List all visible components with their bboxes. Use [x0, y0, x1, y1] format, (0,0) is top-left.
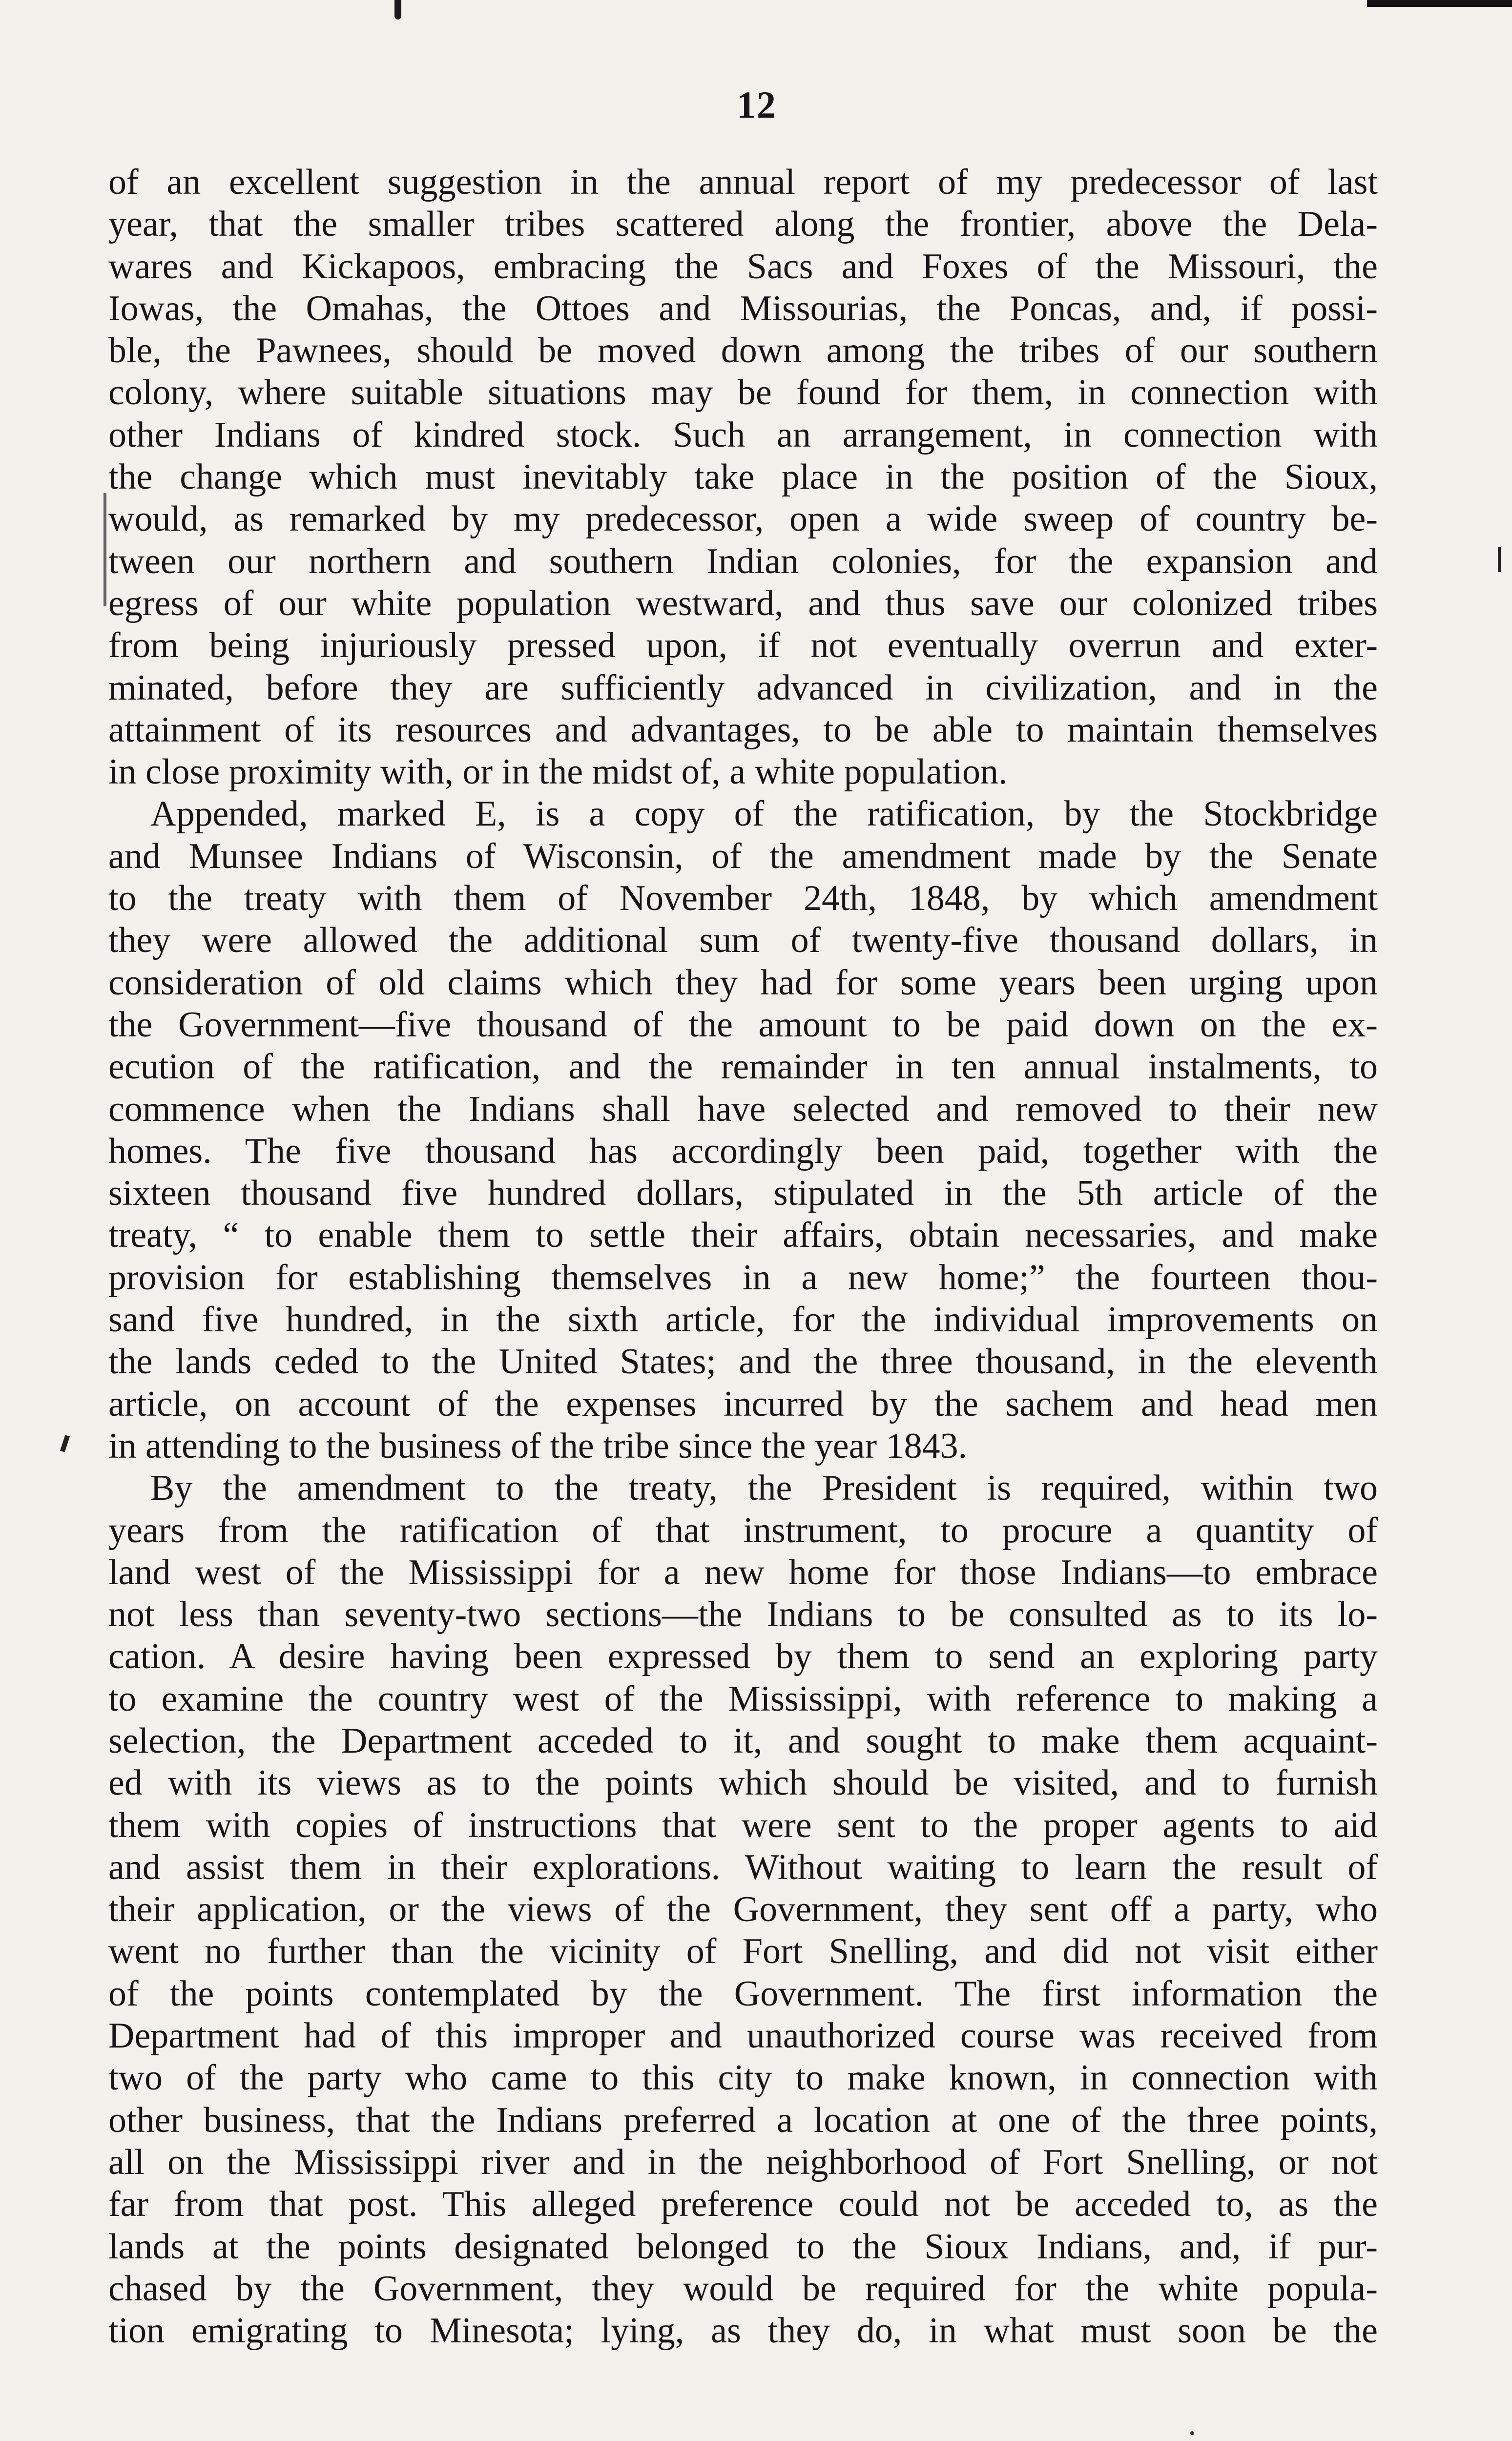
text-line: consideration of old claims which they had for some years been urging upon — [108, 962, 1378, 1003]
text-line: from being injuriously pressed upon, if not eventually overrun and exter- — [108, 625, 1378, 666]
text-line: them with copies of instructions that were sent to the proper agents to aid — [108, 1805, 1378, 1845]
text-line: homes. The five thousand has accordingly been paid, together with the — [108, 1131, 1378, 1171]
text-line: provision for establishing themselves in a new home;” the fourteen thou- — [108, 1257, 1378, 1298]
text-line: year, that the smaller tribes scattered along the frontier, above the Dela- — [108, 204, 1378, 245]
text-line: in close proximity with, or in the midst of, a white population. — [108, 752, 1008, 792]
text-line: would, as remarked by my predecessor, open a wide sweep of country be- — [108, 499, 1378, 539]
text-line: in attending to the business of the tribe since the year 1843. — [108, 1426, 968, 1466]
text-line: tween our northern and southern Indian colonies, for the expansion and — [108, 541, 1378, 581]
text-line: years from the ratification of that instrument, to procure a quantity of — [108, 1510, 1378, 1551]
margin-tick — [60, 1435, 70, 1452]
text-line: commence when the Indians shall have selected and removed to their new — [108, 1089, 1378, 1129]
text-line: other business, that the Indians preferred a location at one of the three points, — [108, 2100, 1378, 2140]
text-line: other Indians of kindred stock. Such an arrangement, in connection with — [108, 414, 1378, 455]
text-line: tion emigrating to Minesota; lying, as they do, in what must soon be the — [108, 2311, 1378, 2351]
text-line: Department had of this improper and unauthorized course was received from — [108, 2016, 1378, 2056]
margin-tick — [1498, 547, 1501, 572]
text-line: cation. A desire having been expressed by them to send an exploring party — [108, 1636, 1378, 1677]
text-line: of the points contemplated by the Government. The first information the — [108, 1973, 1378, 2014]
text-line: By the amendment to the treaty, the President is required, within two — [150, 1468, 1378, 1509]
paragraph-1 — [108, 161, 1378, 793]
text-line: went no further than the vicinity of Fort Snelling, and did not visit either — [108, 1931, 1378, 1972]
text-line: ble, the Pawnees, should be moved down among the tribes of our southern — [108, 331, 1378, 371]
text-line: lands at the points designated belonged to the Sioux Indians, and, if pur- — [108, 2226, 1378, 2267]
text-line: sixteen thousand five hundred dollars, stipulated in the 5th article of the — [108, 1173, 1378, 1214]
text-line: to examine the country west of the Mississippi, with reference to making a — [108, 1678, 1378, 1719]
margin-line — [104, 493, 106, 606]
text-line: far from that post. This alleged preference could not be acceded to, as the — [108, 2184, 1378, 2225]
ink-speck — [1190, 2431, 1194, 2435]
text-line: ecution of the ratification, and the remainder in ten annual instalments, to — [108, 1047, 1378, 1087]
text-line: their application, or the views of the Government, they sent off a party, who — [108, 1889, 1378, 1930]
text-line: land west of the Mississippi for a new home for those Indians—to embrace — [108, 1552, 1378, 1593]
text-line: minated, before they are sufficiently advanced in civilization, and in the — [108, 667, 1378, 708]
text-line: sand five hundred, in the sixth article, for the individual improvements on — [108, 1300, 1378, 1340]
text-line: attainment of its resources and advantages, to be able to maintain themselves — [108, 709, 1378, 750]
scan-edge-shadow — [1367, 0, 1512, 7]
text-line: ed with its views as to the points which should be visited, and to furnish — [108, 1763, 1378, 1803]
paragraph-2 — [108, 793, 1378, 1467]
text-line: the lands ceded to the United States; and the three thousand, in the eleventh — [108, 1342, 1378, 1382]
text-line: to the treaty with them of November 24th, 1848, by which amendment — [108, 878, 1378, 919]
text-line: they were allowed the additional sum of twenty-five thousand dollars, in — [108, 920, 1378, 961]
text-line: treaty, “ to enable them to settle their affairs, obtain necessaries, and make — [108, 1215, 1378, 1256]
text-line: colony, where suitable situations may be found for them, in connection with — [108, 372, 1378, 413]
text-line: chased by the Government, they would be required for the white popula- — [108, 2268, 1378, 2309]
ink-mark — [394, 0, 401, 20]
text-line: of an excellent suggestion in the annual report of my predecessor of last — [108, 162, 1378, 202]
text-line: Iowas, the Omahas, the Ottoes and Missourias, the Poncas, and, if possi- — [108, 288, 1378, 329]
text-line: not less than seventy-two sections—the Indians to be consulted as to its lo- — [108, 1594, 1378, 1635]
text-line: the Government—five thousand of the amount to be paid down on the ex- — [108, 1004, 1378, 1045]
text-line: all on the Mississippi river and in the neighborhood of Fort Snelling, or not — [108, 2142, 1378, 2182]
text-line: two of the party who came to this city to make known, in connection with — [108, 2058, 1378, 2098]
text-line: and assist them in their explorations. Without waiting to learn the result of — [108, 1847, 1378, 1887]
text-line: wares and Kickapoos, embracing the Sacs and Foxes of the Missouri, the — [108, 246, 1378, 287]
text-line: egress of our white population westward, and thus save our colonized tribes — [108, 583, 1378, 623]
text-line: the change which must inevitably take place in the position of the Sioux, — [108, 457, 1378, 497]
page-number: 12 — [737, 83, 777, 126]
text-line: article, on account of the expenses incurred by the sachem and head men — [108, 1384, 1378, 1424]
text-line: selection, the Department acceded to it, and sought to make them acquaint- — [108, 1720, 1378, 1761]
paragraph-3 — [108, 1467, 1378, 2352]
body-text — [108, 161, 1378, 2352]
text-line: Appended, marked E, is a copy of the ratification, by the Stockbridge — [150, 794, 1378, 834]
text-line: and Munsee Indians of Wisconsin, of the amendment made by the Senate — [108, 836, 1378, 876]
